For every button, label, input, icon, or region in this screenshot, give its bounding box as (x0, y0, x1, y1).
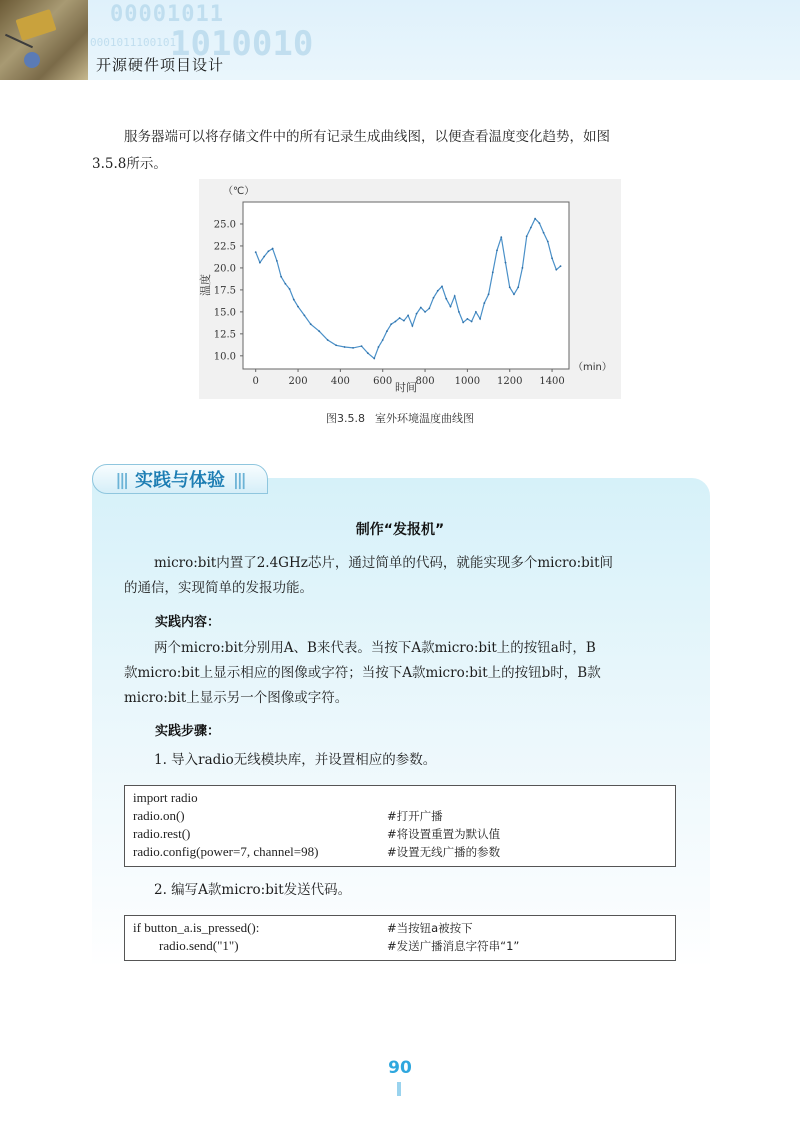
data-point (471, 321, 473, 323)
x-tick-label: 600 (373, 376, 393, 387)
data-point (475, 311, 477, 313)
code-line (133, 843, 667, 861)
data-point (289, 288, 291, 290)
y-tick-label: 22.5 (213, 241, 236, 253)
figure-number: 图3.5.8 (326, 412, 365, 425)
data-point (407, 314, 409, 316)
data-point (445, 298, 447, 300)
bars-icon: ||| (233, 469, 245, 489)
data-point (424, 311, 426, 313)
header-photo (0, 0, 88, 80)
binary-line: 1010010 (170, 24, 314, 64)
x-tick-label: 1000 (454, 376, 481, 387)
chart-canvas (199, 179, 621, 399)
data-point (259, 262, 261, 264)
code-line (133, 789, 667, 807)
figure-caption (0, 410, 800, 426)
data-point (433, 297, 435, 299)
plot-area (243, 202, 569, 369)
data-point (547, 241, 549, 243)
data-point (517, 286, 519, 288)
practice-intro (124, 551, 680, 601)
code-line (133, 919, 667, 937)
practice-title: 制作“发报机” (355, 522, 445, 538)
data-point (513, 293, 515, 295)
data-point (373, 358, 375, 360)
y-unit-label: （℃） (223, 186, 255, 197)
data-point (416, 313, 418, 315)
data-point (479, 318, 481, 320)
code-line (133, 825, 667, 843)
x-tick-label: 400 (330, 376, 350, 387)
code-block-1 (124, 785, 676, 867)
y-tick-label: 17.5 (213, 285, 236, 297)
data-point (403, 320, 405, 322)
x-tick-label: 0 (252, 376, 259, 387)
data-point (530, 227, 532, 229)
data-point (297, 306, 299, 308)
bars-icon: ||| (115, 469, 127, 489)
temperature-chart (199, 179, 621, 399)
x-tick-label: 1200 (497, 376, 523, 387)
data-point (462, 322, 464, 324)
book-title: 开源硬件项目设计 (96, 56, 225, 74)
data-point (272, 248, 274, 250)
data-point (505, 262, 507, 264)
content-heading: 实践内容： (155, 615, 221, 630)
code-text: radio.config(power=7, channel=98) (133, 844, 319, 859)
data-point (386, 330, 388, 332)
section-title: 实践与体验 (135, 470, 225, 491)
steps-heading: 实践步骤： (155, 724, 221, 739)
data-point (361, 345, 363, 347)
y-tick-label: 25.0 (213, 219, 236, 231)
data-point (395, 321, 397, 323)
text-line: micro:bit内置了2.4GHz芯片，通过简单的代码，就能实现多个micro:bit间 (154, 555, 614, 571)
code-text: radio.on() (133, 808, 185, 823)
data-point (276, 260, 278, 262)
figure-caption-text: 室外环境温度曲线图 (375, 412, 474, 425)
code-comment: #打开广播 (387, 809, 443, 823)
code-text: import radio (133, 790, 198, 805)
data-point (488, 293, 490, 295)
x-tick-label: 1400 (539, 376, 565, 387)
data-point (310, 323, 312, 325)
text-line: 款micro:bit上显示相应的图像或字符；当按下A款micro:bit上的按钮b时，B款 (124, 665, 601, 681)
text-line: micro:bit上显示另一个图像或字符。 (124, 690, 349, 706)
x-axis-label: 时间 (395, 381, 417, 394)
page-marker (397, 1082, 401, 1096)
data-point (454, 295, 456, 297)
code-text: radio.send("1") (159, 938, 239, 953)
y-tick-label: 10.0 (213, 351, 236, 363)
data-point (352, 347, 354, 349)
data-point (382, 339, 384, 341)
y-tick-label: 20.0 (213, 263, 236, 275)
x-tick-label: 200 (288, 376, 308, 387)
data-point (496, 249, 498, 251)
data-point (500, 236, 502, 238)
text-line: 两个micro:bit分别用A、B来代表。当按下A款micro:bit上的按钮a时，B (154, 640, 596, 656)
code-line (133, 807, 667, 825)
data-point (458, 311, 460, 313)
data-point (335, 344, 337, 346)
data-point (428, 307, 430, 309)
data-point (367, 352, 369, 354)
data-point (560, 265, 562, 267)
code-comment: #当按钮a被按下 (387, 921, 473, 935)
text-line: 2. 编写A款micro:bit发送代码。 (154, 882, 352, 898)
step-2 (124, 878, 680, 903)
text-line: 的通信，实现简单的发报功能。 (124, 580, 313, 596)
data-point (551, 257, 553, 259)
code-text: if button_a.is_pressed(): (133, 920, 260, 935)
gear-icon (24, 52, 40, 68)
data-point (411, 325, 413, 327)
code-block-2 (124, 915, 676, 961)
text-line: 1. 导入radio无线模块库，并设置相应的参数。 (154, 752, 437, 768)
data-point (420, 307, 422, 309)
data-point (378, 346, 380, 348)
code-text: radio.rest() (133, 826, 191, 841)
data-point (390, 323, 392, 325)
binary-line: 0001011100101 (90, 36, 177, 49)
data-point (555, 269, 557, 271)
data-point (543, 232, 545, 234)
code-comment: #设置无线广播的参数 (387, 845, 501, 859)
data-point (509, 286, 511, 288)
data-point (293, 299, 295, 301)
data-point (263, 256, 265, 258)
y-tick-label: 12.5 (213, 329, 236, 341)
x-tick-label: 800 (415, 376, 435, 387)
data-point (327, 339, 329, 341)
page-number: 90 (388, 1058, 412, 1078)
data-point (280, 276, 282, 278)
y-axis-label: 温度 (199, 274, 212, 296)
data-point (255, 251, 257, 253)
data-point (399, 317, 401, 319)
code-comment: #发送广播消息字符串“1” (387, 939, 520, 953)
code-comment: #将设置重置为默认值 (387, 827, 501, 841)
intro-line: 3.5.8所示。 (92, 156, 167, 172)
circuit-board-image (15, 9, 56, 41)
data-point (318, 330, 320, 332)
section-tab (92, 464, 268, 494)
page-header (0, 0, 800, 80)
intro-line: 服务器端可以将存储文件中的所有记录生成曲线图，以便查看温度变化趋势，如图 (124, 129, 610, 145)
code-line (133, 937, 667, 955)
data-point (526, 235, 528, 237)
binary-line: 00001011 (110, 2, 224, 27)
data-point (483, 302, 485, 304)
data-point (522, 267, 524, 269)
data-point (492, 271, 494, 273)
data-point (284, 283, 286, 285)
data-point (534, 218, 536, 220)
x-unit-label: （min） (573, 362, 612, 373)
data-point (344, 346, 346, 348)
step-1 (124, 748, 680, 773)
data-point (303, 314, 305, 316)
content-paragraph (124, 636, 680, 711)
data-point (268, 250, 270, 252)
data-point (466, 318, 468, 320)
intro-paragraph (92, 124, 722, 178)
data-point (538, 222, 540, 224)
data-point (437, 290, 439, 292)
data-point (450, 306, 452, 308)
y-tick-label: 15.0 (213, 307, 236, 319)
data-point (441, 285, 443, 287)
